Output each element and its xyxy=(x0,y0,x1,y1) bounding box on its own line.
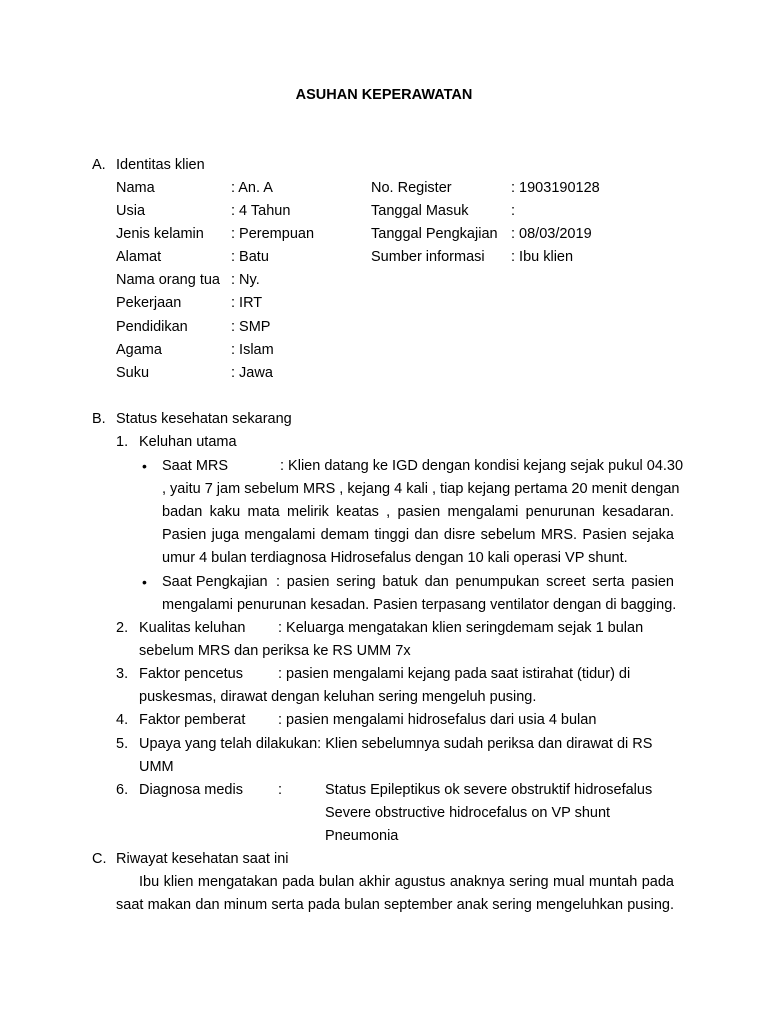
complaint-text: : pasien sering batuk dan penumpukan screet serta pasien xyxy=(276,574,674,590)
field-value: : 4 Tahun xyxy=(231,203,291,219)
field-value: : Ibu klien xyxy=(511,249,574,265)
item-text: Upaya yang telah dilakukan: Klien sebelumnya sudah periksa dan dirawat di RS xyxy=(139,736,653,752)
field-label: Sumber informasi xyxy=(371,249,485,265)
field-label: Tanggal Masuk xyxy=(371,203,469,219)
complaint-text: mengalami penurunan kesadan. Pasien terpasang ventilator dengan di bagging. xyxy=(162,597,677,613)
field-label: Usia xyxy=(116,203,146,219)
item-text: : pasien mengalami hidrosefalus dari usia 4 bulan xyxy=(278,712,597,728)
field-label: Agama xyxy=(116,342,162,358)
complaint-label: Saat MRS xyxy=(162,458,229,474)
item-colon: : xyxy=(278,782,283,798)
field-value: : Islam xyxy=(231,342,274,358)
diagnosis-line: Pneumonia xyxy=(325,828,399,844)
item-label: Faktor pencetus xyxy=(139,666,243,682)
field-label: Nama xyxy=(116,180,155,196)
field-value: : 08/03/2019 xyxy=(511,226,592,242)
item-text: : pasien mengalami kejang pada saat istirahat (tidur) di xyxy=(278,666,631,682)
field-label: Suku xyxy=(116,365,150,381)
bullet-icon: • xyxy=(142,574,147,590)
item-text: sebelum MRS dan periksa ke RS UMM 7x xyxy=(139,643,411,659)
section-heading: Riwayat kesehatan saat ini xyxy=(116,851,289,867)
field-value: : Perempuan xyxy=(231,226,315,242)
complaint-text: : Klien datang ke IGD dengan kondisi kejang sejak pukul 04.30 xyxy=(280,458,684,474)
bullet-icon: • xyxy=(142,458,147,474)
item-text: UMM xyxy=(139,759,174,775)
item-heading: Keluhan utama xyxy=(139,434,237,450)
section-letter: A. xyxy=(92,157,106,173)
field-value: : xyxy=(511,203,516,219)
field-value: : Jawa xyxy=(231,365,273,381)
field-label: Jenis kelamin xyxy=(116,226,204,242)
complaint-text: umur 4 bulan terdiagnosa Hidrosefalus dengan 10 kali operasi VP shunt. xyxy=(162,550,628,566)
section-letter: B. xyxy=(92,411,106,427)
item-number: 5. xyxy=(116,736,129,752)
field-label: Alamat xyxy=(116,249,162,265)
diagnosis-line: Status Epileptikus ok severe obstruktif hidrosefalus xyxy=(325,782,653,798)
paragraph-line: saat makan dan minum serta pada bulan september anak sering mengeluhkan pusing. xyxy=(116,897,674,913)
item-label: Diagnosa medis xyxy=(139,782,243,798)
item-number: 2. xyxy=(116,620,129,636)
diagnosis-line: Severe obstructive hidrocefalus on VP shunt xyxy=(325,805,611,821)
section-heading: Identitas klien xyxy=(116,157,205,173)
field-value: : Batu xyxy=(231,249,269,265)
complaint-text: Pasien juga mengalami demam tinggi dan disre sebelum MRS. Pasien sejaka xyxy=(162,527,674,543)
field-label: Tanggal Pengkajian xyxy=(371,226,498,242)
item-label: Faktor pemberat xyxy=(139,712,246,728)
field-label: No. Register xyxy=(371,180,452,196)
field-label: Pendidikan xyxy=(116,319,188,335)
field-label: Nama orang tua xyxy=(116,272,220,288)
section-heading: Status kesehatan sekarang xyxy=(116,411,292,427)
field-value: : IRT xyxy=(231,295,263,311)
item-number: 6. xyxy=(116,782,129,798)
field-value: : An. A xyxy=(231,180,273,196)
section-letter: C. xyxy=(92,851,107,867)
complaint-label: Saat Pengkajian xyxy=(162,574,268,590)
page-title: ASUHAN KEPERAWATAN xyxy=(295,87,473,103)
item-number: 1. xyxy=(116,434,129,450)
item-number: 4. xyxy=(116,712,129,728)
field-value: : Ny. xyxy=(231,272,260,288)
complaint-text: , yaitu 7 jam sebelum MRS , kejang 4 kali , tiap kejang pertama 20 menit dengan xyxy=(162,481,680,497)
item-text: puskesmas, dirawat dengan keluhan sering mengeluh pusing. xyxy=(139,689,537,705)
item-number: 3. xyxy=(116,666,129,682)
paragraph-line: Ibu klien mengatakan pada bulan akhir agustus anaknya sering mual muntah pada xyxy=(139,874,674,890)
field-value: : 1903190128 xyxy=(511,180,600,196)
field-value: : SMP xyxy=(231,319,271,335)
field-label: Pekerjaan xyxy=(116,295,182,311)
item-text: : Keluarga mengatakan klien seringdemam sejak 1 bulan xyxy=(278,620,644,636)
item-label: Kualitas keluhan xyxy=(139,620,246,636)
complaint-text: badan kaku mata melirik keatas , pasien mengalami penurunan kesadaran. xyxy=(162,504,674,520)
